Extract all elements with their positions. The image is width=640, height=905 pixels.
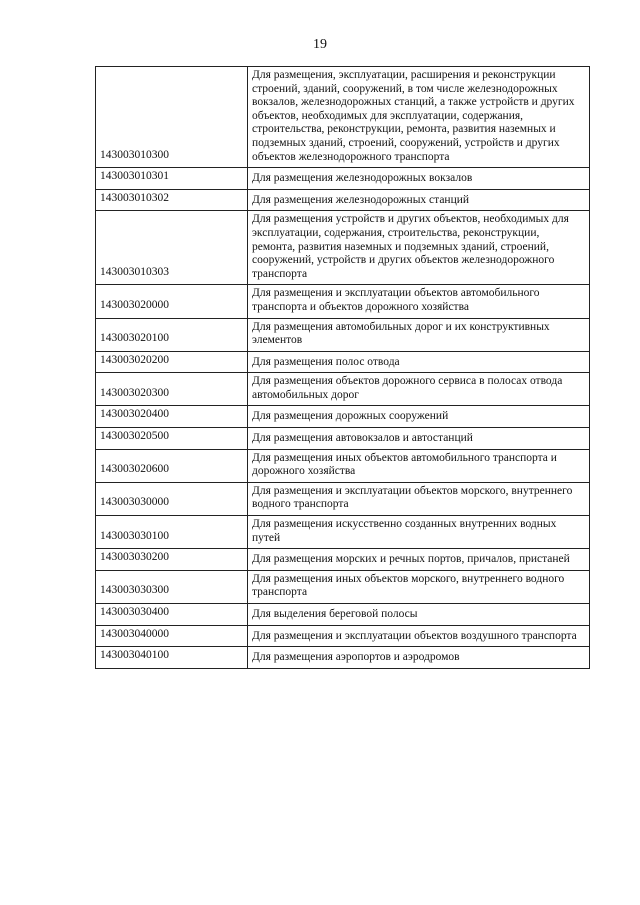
- table-row: [96, 318, 590, 351]
- description-cell: Для размещения устройств и других объектов, необходимых для эксплуатации, содержания, строительства, реконструкции, ремонта, развития наземных и подземных зданий, строений, сооружений, устройств и других объектов железнодорожного транспорта: [248, 211, 590, 285]
- table-row: [96, 211, 590, 285]
- code-cell: 143003020500: [96, 428, 248, 450]
- table-row: [96, 67, 590, 168]
- table-row: [96, 449, 590, 482]
- description-cell: Для размещения и эксплуатации объектов морского, внутреннего водного транспорта: [248, 482, 590, 515]
- code-cell: 143003010303: [96, 211, 248, 285]
- code-cell: 143003040100: [96, 647, 248, 669]
- code-cell: 143003040000: [96, 625, 248, 647]
- code-cell: 143003030400: [96, 604, 248, 626]
- description-cell: Для размещения объектов дорожного сервиса в полосах отвода автомобильных дорог: [248, 373, 590, 406]
- table-row: [96, 570, 590, 603]
- description-cell: Для выделения береговой полосы: [248, 604, 590, 626]
- description-cell: Для размещения автомобильных дорог и их конструктивных элементов: [248, 318, 590, 351]
- land-use-codes-table: [95, 66, 590, 669]
- code-cell: 143003030000: [96, 482, 248, 515]
- table-row: [96, 516, 590, 549]
- table-row: [96, 428, 590, 450]
- table-row: [96, 482, 590, 515]
- table-row: [96, 351, 590, 373]
- table-row: [96, 189, 590, 211]
- code-cell: 143003010301: [96, 168, 248, 190]
- description-cell: Для размещения и эксплуатации объектов воздушного транспорта: [248, 625, 590, 647]
- table-row: [96, 604, 590, 626]
- code-cell: 143003020200: [96, 351, 248, 373]
- description-cell: Для размещения, эксплуатации, расширения и реконструкции строений, зданий, сооружений, в том числе железнодорожных вокзалов, железнодорожных станций, а также устройств и других объектов, необходимых для эксплуатации, содержания, строительства, реконструкции, ремонта, развития наземных и подземных зданий, строений, сооружений, устройств и других объектов железнодорожного транспорта: [248, 67, 590, 168]
- description-cell: Для размещения автовокзалов и автостанций: [248, 428, 590, 450]
- description-cell: Для размещения полос отвода: [248, 351, 590, 373]
- code-cell: 143003020300: [96, 373, 248, 406]
- page-number: 19: [313, 37, 327, 52]
- description-cell: Для размещения морских и речных портов, причалов, пристаней: [248, 549, 590, 571]
- description-cell: Для размещения искусственно созданных внутренних водных путей: [248, 516, 590, 549]
- code-cell: 143003010302: [96, 189, 248, 211]
- code-cell: 143003010300: [96, 67, 248, 168]
- description-cell: Для размещения аэропортов и аэродромов: [248, 647, 590, 669]
- table-row: [96, 647, 590, 669]
- description-cell: Для размещения дорожных сооружений: [248, 406, 590, 428]
- description-cell: Для размещения и эксплуатации объектов автомобильного транспорта и объектов дорожного хозяйства: [248, 285, 590, 318]
- description-cell: Для размещения иных объектов автомобильного транспорта и дорожного хозяйства: [248, 449, 590, 482]
- description-cell: Для размещения железнодорожных вокзалов: [248, 168, 590, 190]
- code-cell: 143003030200: [96, 549, 248, 571]
- table-row: [96, 168, 590, 190]
- table-row: [96, 285, 590, 318]
- table-row: [96, 549, 590, 571]
- code-cell: 143003020000: [96, 285, 248, 318]
- description-cell: Для размещения железнодорожных станций: [248, 189, 590, 211]
- table-row: [96, 406, 590, 428]
- table-body: [96, 67, 590, 669]
- code-cell: 143003020600: [96, 449, 248, 482]
- code-cell: 143003020100: [96, 318, 248, 351]
- description-cell: Для размещения иных объектов морского, внутреннего водного транспорта: [248, 570, 590, 603]
- table-row: [96, 373, 590, 406]
- table-row: [96, 625, 590, 647]
- code-cell: 143003030100: [96, 516, 248, 549]
- code-cell: 143003020400: [96, 406, 248, 428]
- code-cell: 143003030300: [96, 570, 248, 603]
